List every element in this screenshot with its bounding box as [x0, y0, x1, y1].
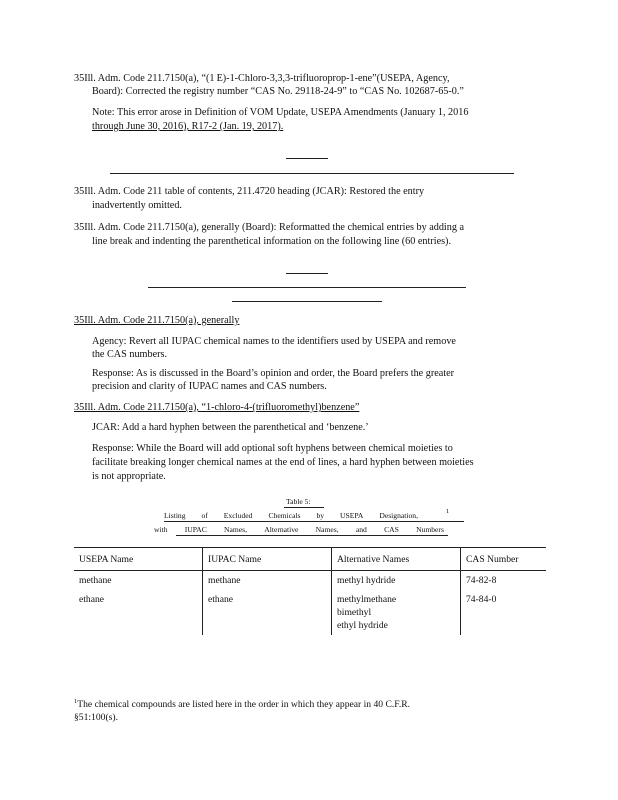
cell-iupac-name: methane — [203, 571, 332, 591]
table5-word: USEPA — [340, 511, 364, 520]
table5-word: CAS — [384, 525, 399, 534]
table5-word: Designation, — [379, 511, 418, 520]
cell-alternative-names — [332, 571, 461, 591]
table5-label: Table 5: — [286, 497, 311, 506]
table4-rule-top — [286, 273, 328, 274]
table5-rule-1 — [164, 521, 464, 522]
item4-heading: 35Ill. Adm. Code 211.7150(a), generally — [74, 315, 240, 326]
footnote-text: The chemical compounds are listed here in the order in which they appear in 40 C.F.R. — [77, 699, 411, 711]
item4-response-line1: Response: As is discussed in the Board’s opinion and order, the Board prefers the greater — [92, 368, 455, 379]
table3-rule — [110, 173, 514, 174]
item3-line2: line break and indenting the parenthetical information on the following line (60 entries). — [92, 236, 451, 247]
item4-agency-line2: the CAS numbers. — [92, 349, 167, 360]
table-row — [74, 590, 546, 635]
table5-rule-top — [284, 507, 324, 508]
item1-note-line1 — [92, 107, 468, 119]
table5-caption-row2 — [154, 525, 444, 535]
cell-iupac-name: ethane — [203, 590, 332, 635]
column-header-iupac-name: IUPAC Name — [203, 548, 332, 571]
item2-line1: 35Ill. Adm. Code 211 table of contents, 211.4720 heading (JCAR): Restored the entry — [74, 186, 425, 197]
cell-usepa-name: ethane — [79, 594, 105, 605]
cell-alternative-names — [332, 590, 461, 635]
table5-word: IUPAC — [184, 525, 207, 534]
table5-word: Alternative — [264, 525, 299, 534]
item5-jcar: JCAR: Add a hard hyphen between the parenthetical and ‘benzene.’ — [92, 422, 369, 433]
item5-response-line1: Response: While the Board will add optional soft hyphens between chemical moieties to — [92, 443, 453, 454]
item1-note-line2: through June 30, 2016), R17-2 (Jan. 19, 2017). — [92, 121, 284, 132]
column-header-cas-number: CAS Number — [461, 548, 547, 571]
table-row — [74, 571, 546, 591]
table5-rule-2 — [176, 535, 448, 536]
cell-cas-number: 74-82-8 — [461, 571, 547, 591]
excluded-chemicals-table — [74, 547, 546, 635]
note-text: Note: This error arose in Definition of VOM Update, USEPA Amendments (January 1, 2016 — [92, 107, 469, 118]
table5-word: of — [201, 511, 208, 520]
alt-name: methylmethane — [337, 594, 397, 605]
item1-line2: Board): Corrected the registry number “CAS No. 29118-24-9” to “CAS No. 102687-65-0.” — [92, 86, 464, 97]
item3-line1: 35Ill. Adm. Code 211.7150(a), generally (Board): Reformatted the chemical entries by adding a — [74, 222, 465, 233]
alt-name: ethyl hydride — [337, 620, 388, 631]
table5-word: by — [316, 511, 325, 520]
column-header-alternative-names: Alternative Names — [332, 548, 461, 571]
footnote-line2: §51:100(s). — [74, 712, 118, 724]
item5-response-line3: is not appropriate. — [92, 471, 166, 482]
cell-usepa-name: methane — [79, 575, 112, 586]
table5-caption-row1 — [164, 511, 418, 521]
table5-word: Names, — [315, 525, 339, 534]
alt-name: methyl hydride — [337, 575, 396, 586]
footnote-line1 — [74, 695, 504, 711]
table4-rule-2 — [232, 301, 382, 302]
table5-word: and — [355, 525, 367, 534]
item5-response-line2: facilitate breaking longer chemical names at the end of lines, a hard hyphen between moieties — [92, 457, 474, 468]
item4-agency-line1: Agency: Revert all IUPAC chemical names to the identifiers used by USEPA and remove — [92, 336, 456, 347]
item2-line2: inadvertently omitted. — [92, 200, 182, 211]
table5-word: Names, — [224, 525, 248, 534]
item1-line1: 35Ill. Adm. Code 211.7150(a), “(1 E)-1-Chloro-3,3,3-trifluoroprop-1-ene”(USEPA, Agency, — [74, 73, 450, 84]
table5-word: Excluded — [223, 511, 253, 520]
table3-rule-top — [286, 158, 328, 159]
table4-rule-1 — [148, 287, 466, 288]
table5-footnote-mark: 1 — [446, 508, 450, 515]
table5-word: Chemicals — [268, 511, 301, 520]
column-header-usepa-name: USEPA Name — [74, 548, 203, 571]
footnote-mark: 1 — [74, 698, 78, 705]
table5-word: Numbers — [416, 525, 444, 534]
alt-name: bimethyl — [337, 607, 372, 618]
footnote — [74, 695, 504, 724]
table-header-row — [74, 548, 546, 571]
item4-response-line2: precision and clarity of IUPAC names and CAS numbers. — [92, 381, 327, 392]
cell-cas-number: 74-84-0 — [461, 590, 547, 635]
table5-word: Listing — [164, 511, 186, 520]
table5-word: with — [154, 525, 168, 534]
item5-heading: 35Ill. Adm. Code 211.7150(a), “1-chloro-4-(trifluoromethyl)benzene” — [74, 402, 360, 413]
